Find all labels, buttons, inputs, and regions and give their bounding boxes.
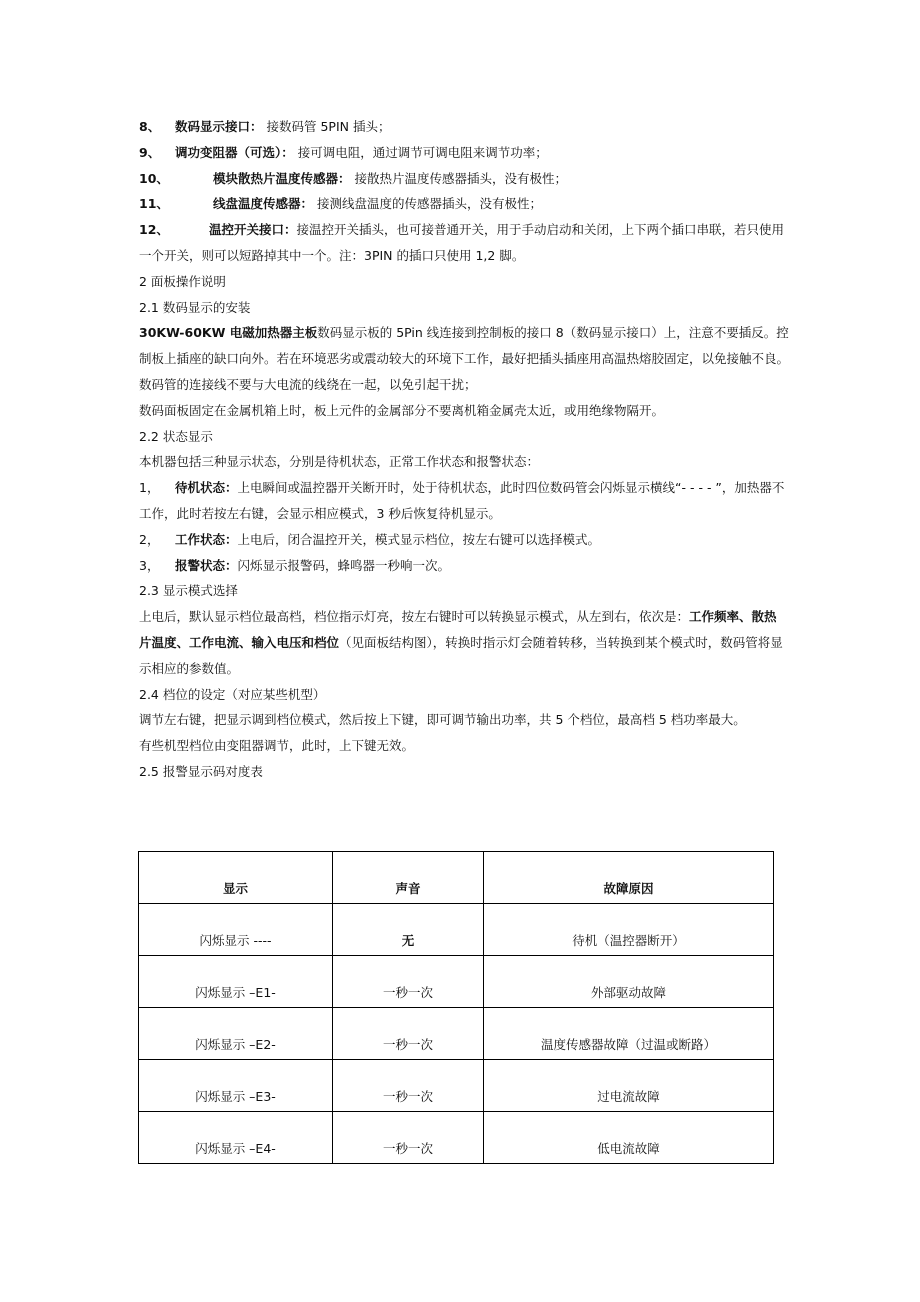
item-name: 线盘温度传感器： bbox=[212, 196, 313, 212]
document-body bbox=[139, 114, 789, 785]
table-row bbox=[139, 1112, 774, 1164]
item-number: 3， bbox=[139, 557, 160, 573]
paragraph: 数码管的连接线不要与大电流的线绕在一起，以免引起干扰； bbox=[139, 376, 477, 392]
table-cell: 闪烁显示 –E3- bbox=[139, 1060, 333, 1112]
item-name: 模块散热片温度传感器： bbox=[212, 170, 351, 186]
paragraph-text: 上电后，默认显示档位最高档，档位指示灯亮，按左右键时可以转换显示模式，从左到右，依次是： bbox=[139, 609, 690, 625]
paragraph: 有些机型档位由变阻器调节，此时，上下键无效。 bbox=[139, 738, 415, 754]
table-cell: 一秒一次 bbox=[333, 1008, 484, 1060]
item-number: 10、 bbox=[139, 170, 169, 186]
status-item-alarm bbox=[139, 553, 789, 579]
table-row bbox=[139, 904, 774, 956]
item-number: 1， bbox=[139, 480, 160, 496]
item-name: 待机状态： bbox=[175, 480, 238, 496]
item-desc: 闪烁显示报警码，蜂鸣器一秒响一次。 bbox=[237, 557, 451, 573]
table-cell: 待机（温控器断开） bbox=[484, 904, 774, 956]
item-name: 温控开关接口： bbox=[209, 222, 297, 238]
item-name: 报警状态： bbox=[175, 557, 238, 573]
paragraph: 本机器包括三种显示状态，分别是待机状态，正常工作状态和报警状态： bbox=[139, 454, 540, 470]
alarm-code-table bbox=[138, 851, 774, 1164]
column-header: 故障原因 bbox=[484, 852, 774, 904]
paragraph: 调节左右键，把显示调到档位模式，然后按上下键，即可调节输出功率，共 5 个档位，最高档 5 档功率最大。 bbox=[139, 712, 746, 728]
column-header: 显示 bbox=[139, 852, 333, 904]
item-desc: 上电后，闭合温控开关，模式显示档位，按左右键可以选择模式。 bbox=[237, 531, 601, 547]
item-desc: 接可调电阻，通过调节可调电阻来调节功率； bbox=[297, 144, 548, 160]
item-desc: 接数码管 5PIN 插头； bbox=[266, 119, 391, 134]
subsection-heading: 2.5 报警显示码对度表 bbox=[139, 763, 263, 779]
item-desc: 接测线盘温度的传感器插头，没有极性； bbox=[316, 196, 542, 212]
table-header-row bbox=[139, 852, 774, 904]
table-cell: 闪烁显示 –E2- bbox=[139, 1008, 333, 1060]
item-number: 8、 bbox=[139, 119, 161, 134]
subsection-heading: 2.2 状态显示 bbox=[139, 428, 213, 444]
item-number: 12、 bbox=[139, 222, 169, 238]
item-name: 数码显示接口： bbox=[174, 119, 263, 134]
table-cell: 闪烁显示 –E1- bbox=[139, 956, 333, 1008]
item-number: 9、 bbox=[139, 144, 161, 160]
section-heading: 2 面板操作说明 bbox=[139, 273, 226, 289]
subsection-heading: 2.1 数码显示的安装 bbox=[139, 299, 251, 315]
column-header: 声音 bbox=[333, 852, 484, 904]
item-number: 11、 bbox=[139, 196, 169, 212]
item-number: 2， bbox=[139, 531, 160, 547]
subsection-heading: 2.3 显示模式选择 bbox=[139, 583, 238, 599]
table-cell: 闪烁显示 –E4- bbox=[139, 1112, 333, 1164]
item-desc: 上电瞬间或温控器开关断开时，处于待机状态，此时四位数码管会闪烁显示横线“- - - - ”，加热器不工作，此时若按左右键，会显示相应模式，3 秒后恢复待机显示。 bbox=[139, 480, 785, 521]
bold-phrase: 30KW-60KW 电磁加热器主板 bbox=[139, 325, 318, 341]
table-cell: 一秒一次 bbox=[333, 1112, 484, 1164]
table-row bbox=[139, 1060, 774, 1112]
table-cell: 一秒一次 bbox=[333, 1060, 484, 1112]
paragraph-text: （见面板结构图），转换时指示灯会随着转移，当转换到某个模式时，数码管将显示相应的参数值。 bbox=[139, 634, 783, 676]
table-cell: 过电流故障 bbox=[484, 1060, 774, 1112]
table-cell: 外部驱动故障 bbox=[484, 956, 774, 1008]
item-name: 调功变阻器（可选）： bbox=[174, 144, 294, 160]
item-desc: 接温控开关插头，也可接普通开关，用于手动启动和关闭，上下两个插口串联，若只使用一个开关，则可以短路掉其中一个。注：3PIN 的插口只使用 1,2 脚。 bbox=[139, 222, 785, 263]
table-cell: 一秒一次 bbox=[333, 956, 484, 1008]
interface-item-10 bbox=[139, 166, 789, 192]
interface-item-8 bbox=[139, 114, 789, 140]
table-cell: 闪烁显示 ---- bbox=[139, 904, 333, 956]
interface-item-11 bbox=[139, 191, 789, 217]
paragraph bbox=[139, 604, 789, 681]
interface-item-12 bbox=[139, 217, 789, 269]
table-cell: 无 bbox=[333, 904, 484, 956]
subsection-heading: 2.4 档位的设定（对应某些机型） bbox=[139, 686, 326, 702]
table-cell: 低电流故障 bbox=[484, 1112, 774, 1164]
status-item-standby bbox=[139, 475, 789, 527]
paragraph: 数码面板固定在金属机箱上时，板上元件的金属部分不要离机箱金属壳太近，或用绝缘物隔开。 bbox=[139, 402, 665, 418]
paragraph-text: 数码显示板的 5Pin 线连接到控制板的接口 8（数码显示接口）上，注意不要插反。控制板上插座的缺口向外。若在环境恶劣或震动较大的环境下工作，最好把插头插座用高温热熔胶固定，以免接触不良。 bbox=[139, 325, 790, 367]
interface-item-9 bbox=[139, 140, 789, 166]
table-cell: 温度传感器故障（过温或断路） bbox=[484, 1008, 774, 1060]
table-row bbox=[139, 956, 774, 1008]
table-row bbox=[139, 1008, 774, 1060]
bold-phrase: 工作频率、散热片温度、工作电流、输入电压和档位 bbox=[139, 609, 777, 650]
item-name: 工作状态： bbox=[175, 531, 238, 547]
paragraph bbox=[139, 320, 789, 372]
status-item-working bbox=[139, 527, 789, 553]
item-desc: 接散热片温度传感器插头，没有极性； bbox=[354, 170, 567, 186]
